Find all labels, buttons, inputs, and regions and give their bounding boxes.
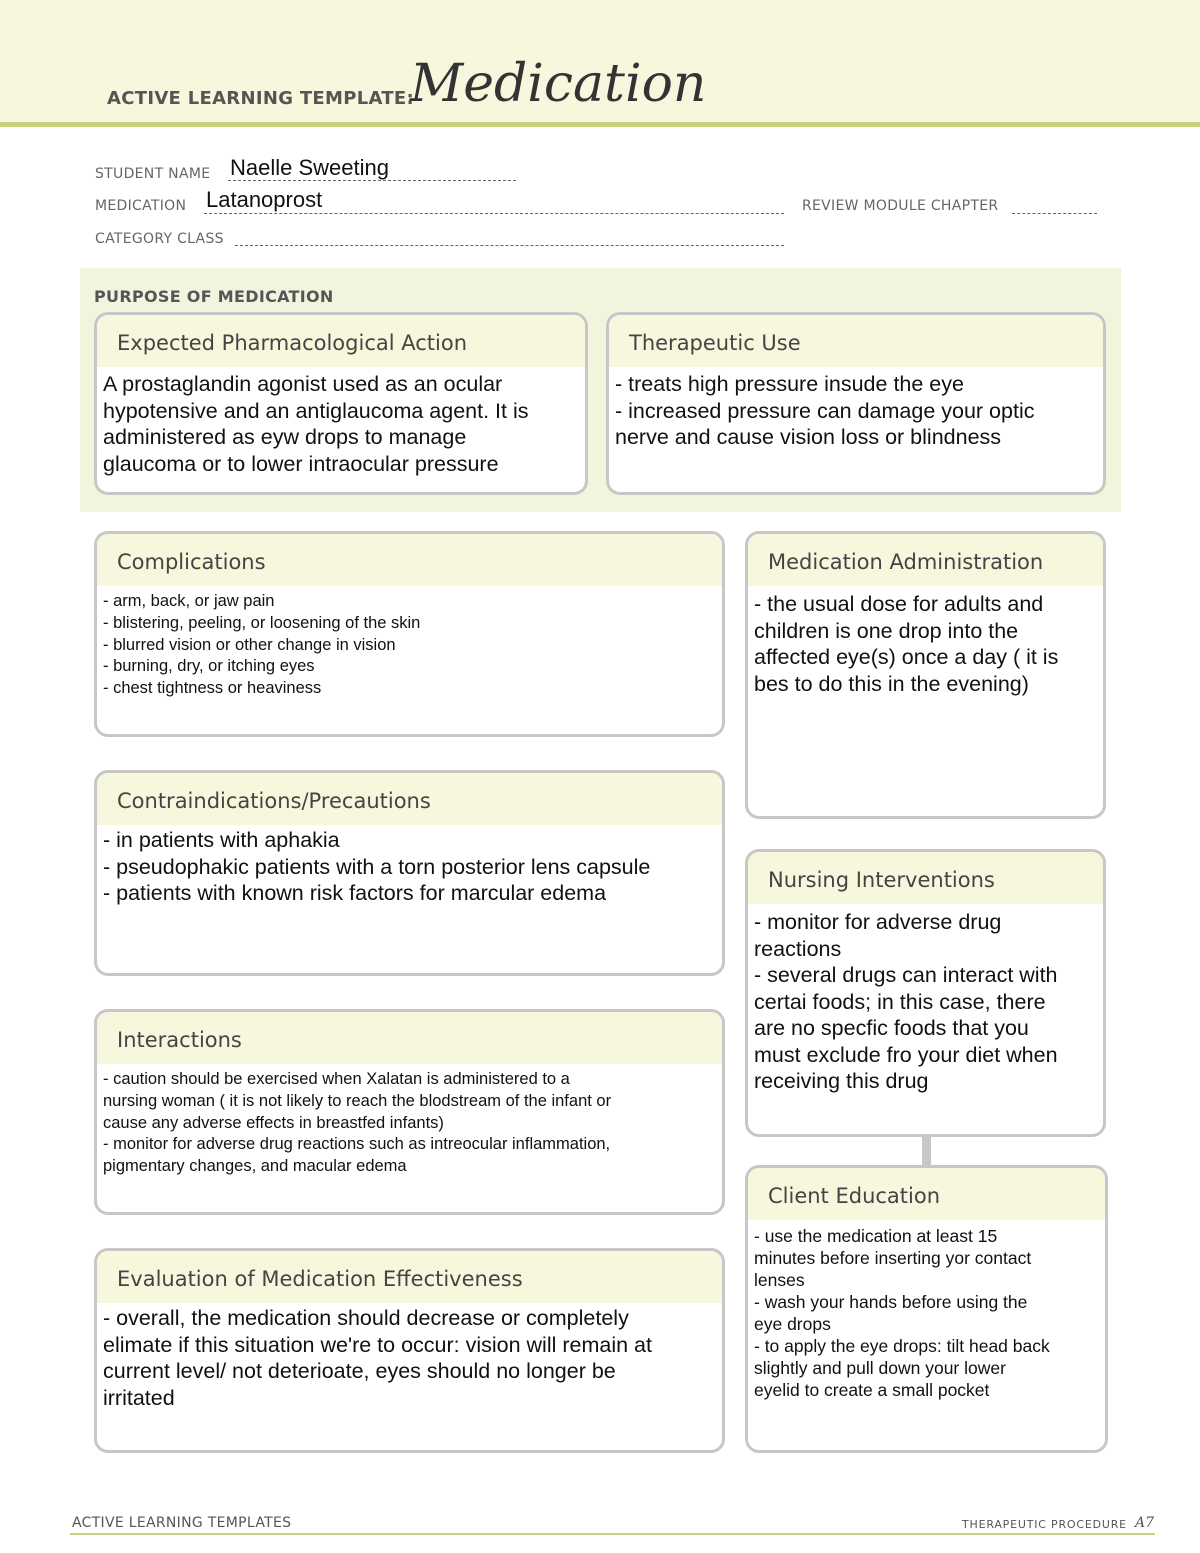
review-module-field[interactable] [1012, 213, 1097, 214]
category-class-label: CATEGORY CLASS [95, 231, 224, 247]
purpose-title: PURPOSE OF MEDICATION [94, 287, 334, 306]
therapeutic-use-card [606, 312, 1106, 495]
review-module-label: REVIEW MODULE CHAPTER [802, 198, 999, 214]
text-line: eye drops [754, 1314, 831, 1334]
student-name-field[interactable]: Naelle Sweeting [230, 155, 389, 180]
text-line: - monitor for adverse drug reactions such as intreocular inflammation, [103, 1135, 611, 1154]
header-divider [0, 122, 1200, 127]
text-line: hypotensive and an antiglaucoma agent. It is [103, 398, 529, 423]
section-connector [922, 1136, 931, 1166]
text-line: irritated [103, 1385, 175, 1410]
page-number: A7 [1135, 1515, 1155, 1531]
evaluation-title: Evaluation of Medication Effectiveness [97, 1251, 722, 1303]
text-line: - to apply the eye drops: tilt head back [754, 1336, 1050, 1356]
client-education-title: Client Education [748, 1168, 1105, 1220]
evaluation-card [94, 1248, 725, 1453]
text-line: lenses [754, 1270, 805, 1290]
text-line: cause any adverse effects in breastfed infants) [103, 1113, 444, 1132]
expected-action-title: Expected Pharmacological Action [97, 315, 585, 367]
text-line: - in patients with aphakia [103, 828, 340, 852]
text-line: - use the medication at least 15 [754, 1226, 998, 1246]
nursing-title: Nursing Interventions [748, 852, 1103, 904]
text-line: - overall, the medication should decrease or completely [103, 1306, 629, 1330]
text-line: - the usual dose for adults and [754, 592, 1044, 616]
text-line: nursing woman ( it is not likely to reach the blodstream of the infant or [103, 1091, 612, 1110]
complications-body[interactable] [97, 586, 722, 700]
medication-label: MEDICATION [95, 198, 187, 214]
footer-divider [70, 1533, 1155, 1535]
text-line: - increased pressure can damage your optic [615, 398, 1035, 423]
therapeutic-use-title: Therapeutic Use [609, 315, 1103, 367]
text-line: - blurred vision or other change in vision [103, 635, 396, 654]
text-line: - wash your hands before using the [754, 1292, 1028, 1312]
nursing-card [745, 849, 1106, 1137]
text-line: - burning, dry, or itching eyes [103, 657, 315, 676]
text-line: are no specfic foods that you [754, 1016, 1029, 1040]
student-name-label: STUDENT NAME [95, 166, 211, 182]
contraindications-body[interactable] [97, 825, 722, 907]
text-line: must exclude fro your diet when [754, 1042, 1058, 1067]
medication-field[interactable]: Latanoprost [206, 187, 323, 212]
footer-right-label: THERAPEUTIC PROCEDURE [962, 1518, 1127, 1531]
text-line: - pseudophakic patients with a torn posterior lens capsule [103, 854, 651, 879]
expected-action-card [94, 312, 588, 495]
footer-left-label: ACTIVE LEARNING TEMPLATES [72, 1515, 292, 1531]
text-line: children is one drop into the [754, 618, 1019, 643]
text-line: - blistering, peeling, or loosening of the skin [103, 613, 421, 632]
text-line: receiving this drug [754, 1069, 929, 1093]
text-line: - patients with known risk factors for marcular edema [103, 881, 607, 905]
text-line: slightly and pull down your lower [754, 1358, 1006, 1378]
expected-action-body[interactable] [97, 367, 585, 477]
category-class-field[interactable] [235, 245, 784, 246]
interactions-title: Interactions [97, 1012, 722, 1064]
template-label: ACTIVE LEARNING TEMPLATE: [107, 88, 414, 109]
contraindications-title: Contraindications/Precautions [97, 773, 722, 825]
client-education-card [745, 1165, 1108, 1453]
text-line: reactions [754, 936, 842, 961]
interactions-card [94, 1009, 725, 1215]
contraindications-card [94, 770, 725, 976]
client-education-body[interactable] [748, 1220, 1105, 1401]
text-line: A prostaglandin agonist used as an ocular [103, 372, 503, 396]
text-line: minutes before inserting yor contact [754, 1248, 1032, 1268]
medication-line [204, 213, 784, 214]
text-line: pigmentary changes, and macular edema [103, 1157, 407, 1176]
text-line: - monitor for adverse drug [754, 910, 1002, 934]
administration-body[interactable] [748, 586, 1103, 697]
text-line: - chest tightness or heaviness [103, 679, 322, 698]
text-line: nerve and cause vision loss or blindness [615, 425, 1002, 449]
text-line: certai foods; in this case, there [754, 989, 1046, 1014]
complications-title: Complications [97, 534, 722, 586]
therapeutic-use-body[interactable] [609, 367, 1103, 451]
text-line: - treats high pressure insude the eye [615, 372, 964, 396]
interactions-body[interactable] [97, 1064, 722, 1178]
complications-card [94, 531, 725, 737]
text-line: elimate if this situation we're to occur: vision will remain at [103, 1332, 652, 1357]
text-line: - caution should be exercised when Xalatan is administered to a [103, 1070, 570, 1088]
administration-title: Medication Administration [748, 534, 1103, 586]
text-line: eyelid to create a small pocket [754, 1380, 990, 1400]
nursing-body[interactable] [748, 904, 1103, 1095]
text-line: affected eye(s) once a day ( it is [754, 645, 1059, 669]
administration-card [745, 531, 1106, 819]
text-line: glaucoma or to lower intraocular pressure [103, 451, 499, 476]
text-line: - several drugs can interact with [754, 963, 1058, 987]
text-line: bes to do this in the evening) [754, 671, 1029, 696]
page-title: Medication [410, 54, 707, 114]
evaluation-body[interactable] [97, 1303, 722, 1411]
text-line: administered as eyw drops to manage [103, 425, 467, 449]
text-line: - arm, back, or jaw pain [103, 592, 275, 610]
text-line: current level/ not deterioate, eyes should no longer be [103, 1359, 616, 1383]
